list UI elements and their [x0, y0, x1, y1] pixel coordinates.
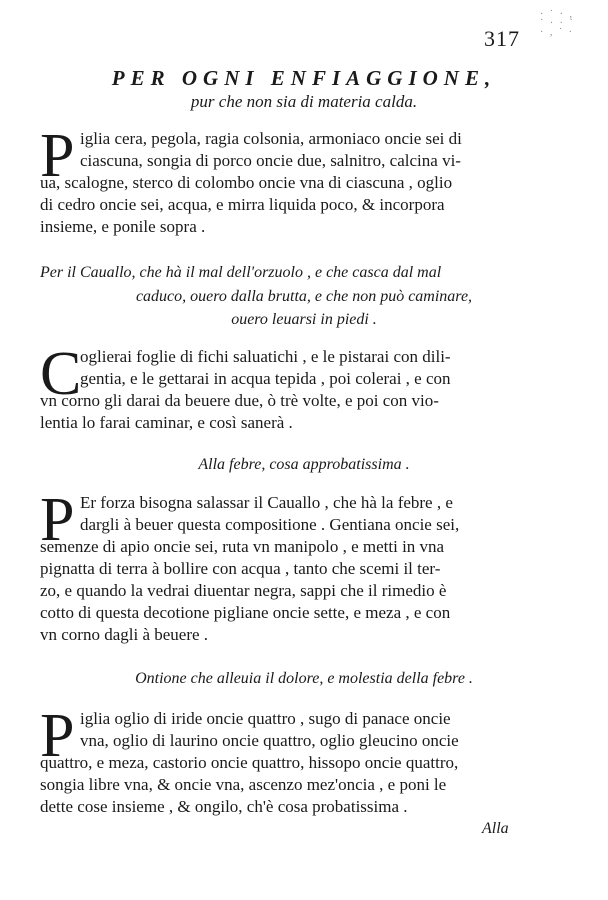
- text-line: vna, oglio di laurino oncie quattro, oglio gleucino oncie: [80, 731, 459, 750]
- text-line: vn corno dagli à beuere .: [40, 625, 209, 644]
- drop-cap: P: [40, 486, 75, 554]
- text-line: insieme, e ponile sopra .: [40, 217, 206, 236]
- text-line: dette cose insieme , & ongilo, ch'è cosa probatissima .: [40, 797, 408, 816]
- text-line: vn corno gli darai da beuere due, ò trè volte, e poi con vio-: [40, 391, 439, 410]
- section-title-orzuolo-1: Per il Cauallo, che hà il mal dell'orzuolo , e che casca dal mal: [40, 264, 442, 281]
- text-line: ciascuna, songia di porco oncie due, salnitro, calcina vi-: [80, 151, 461, 170]
- section-title-orzuolo-2: caduco, ouero dalla brutta, e che non può caminare,: [135, 288, 473, 305]
- section-title-orzuolo-3: ouero leuarsi in piedi .: [231, 311, 377, 328]
- catchword: Alla: [482, 820, 509, 837]
- text-line: oglierai foglie di fichi saluatichi , e le pistarai con dili-: [80, 347, 451, 366]
- text-line: semenze di apio oncie sei, ruta vn manipolo , e metti in vna: [40, 537, 445, 556]
- text-line: pignatta di terra à bollire con acqua , tanto che scemi il ter-: [40, 559, 441, 578]
- text-line: iglia cera, pegola, ragia colsonia, armoniaco oncie sei di: [80, 129, 462, 148]
- text-line: gentia, e le gettarai in acqua tepida , poi colerai , e con: [80, 369, 451, 388]
- text-line: iglia oglio di iride oncie quattro , sugo di panace oncie: [80, 709, 451, 728]
- text-line: di cedro oncie sei, acqua, e mirra liquida poco, & incorpora: [40, 195, 445, 214]
- section-title-ontione: Ontione che alleuia il dolore, e molestia della febre .: [135, 670, 473, 687]
- paper-speckles: · ˙ · , ˙ · · ˙ · , ˙ ·: [540, 9, 575, 38]
- page-number: 317: [484, 26, 520, 51]
- text-line: ua, scalogne, sterco di colombo oncie vna di ciascuna , oglio: [40, 173, 453, 192]
- text-line: quattro, e meza, castorio oncie quattro, hissopo oncie quattro,: [40, 753, 459, 772]
- text-line: zo, e quando la vedrai diuentar negra, sappi che il rimedio è: [40, 581, 447, 600]
- drop-cap: P: [40, 702, 75, 770]
- section-title-febre: Alla febre, cosa approbatissima .: [198, 456, 410, 473]
- drop-cap: C: [40, 340, 82, 408]
- text-line: songia libre vna, & oncie vna, ascenzo mez'oncia , e poni le: [40, 775, 447, 794]
- text-line: lentia lo farai caminar, e così sanerà .: [40, 413, 293, 432]
- text-line: dargli à beuer questa compositione . Gentiana oncie sei,: [80, 515, 460, 534]
- text-line: cotto di questa decotione pigliane oncie sette, e meza , e con: [40, 603, 451, 622]
- section-title-enfiaggione: PER OGNI ENFIAGGIONE,: [111, 66, 497, 90]
- text-line: Er forza bisogna salassar il Cauallo , che hà la febre , e: [80, 493, 453, 512]
- drop-cap: P: [40, 122, 75, 190]
- section-subtitle-enfiaggione: pur che non sia di materia calda.: [190, 92, 418, 111]
